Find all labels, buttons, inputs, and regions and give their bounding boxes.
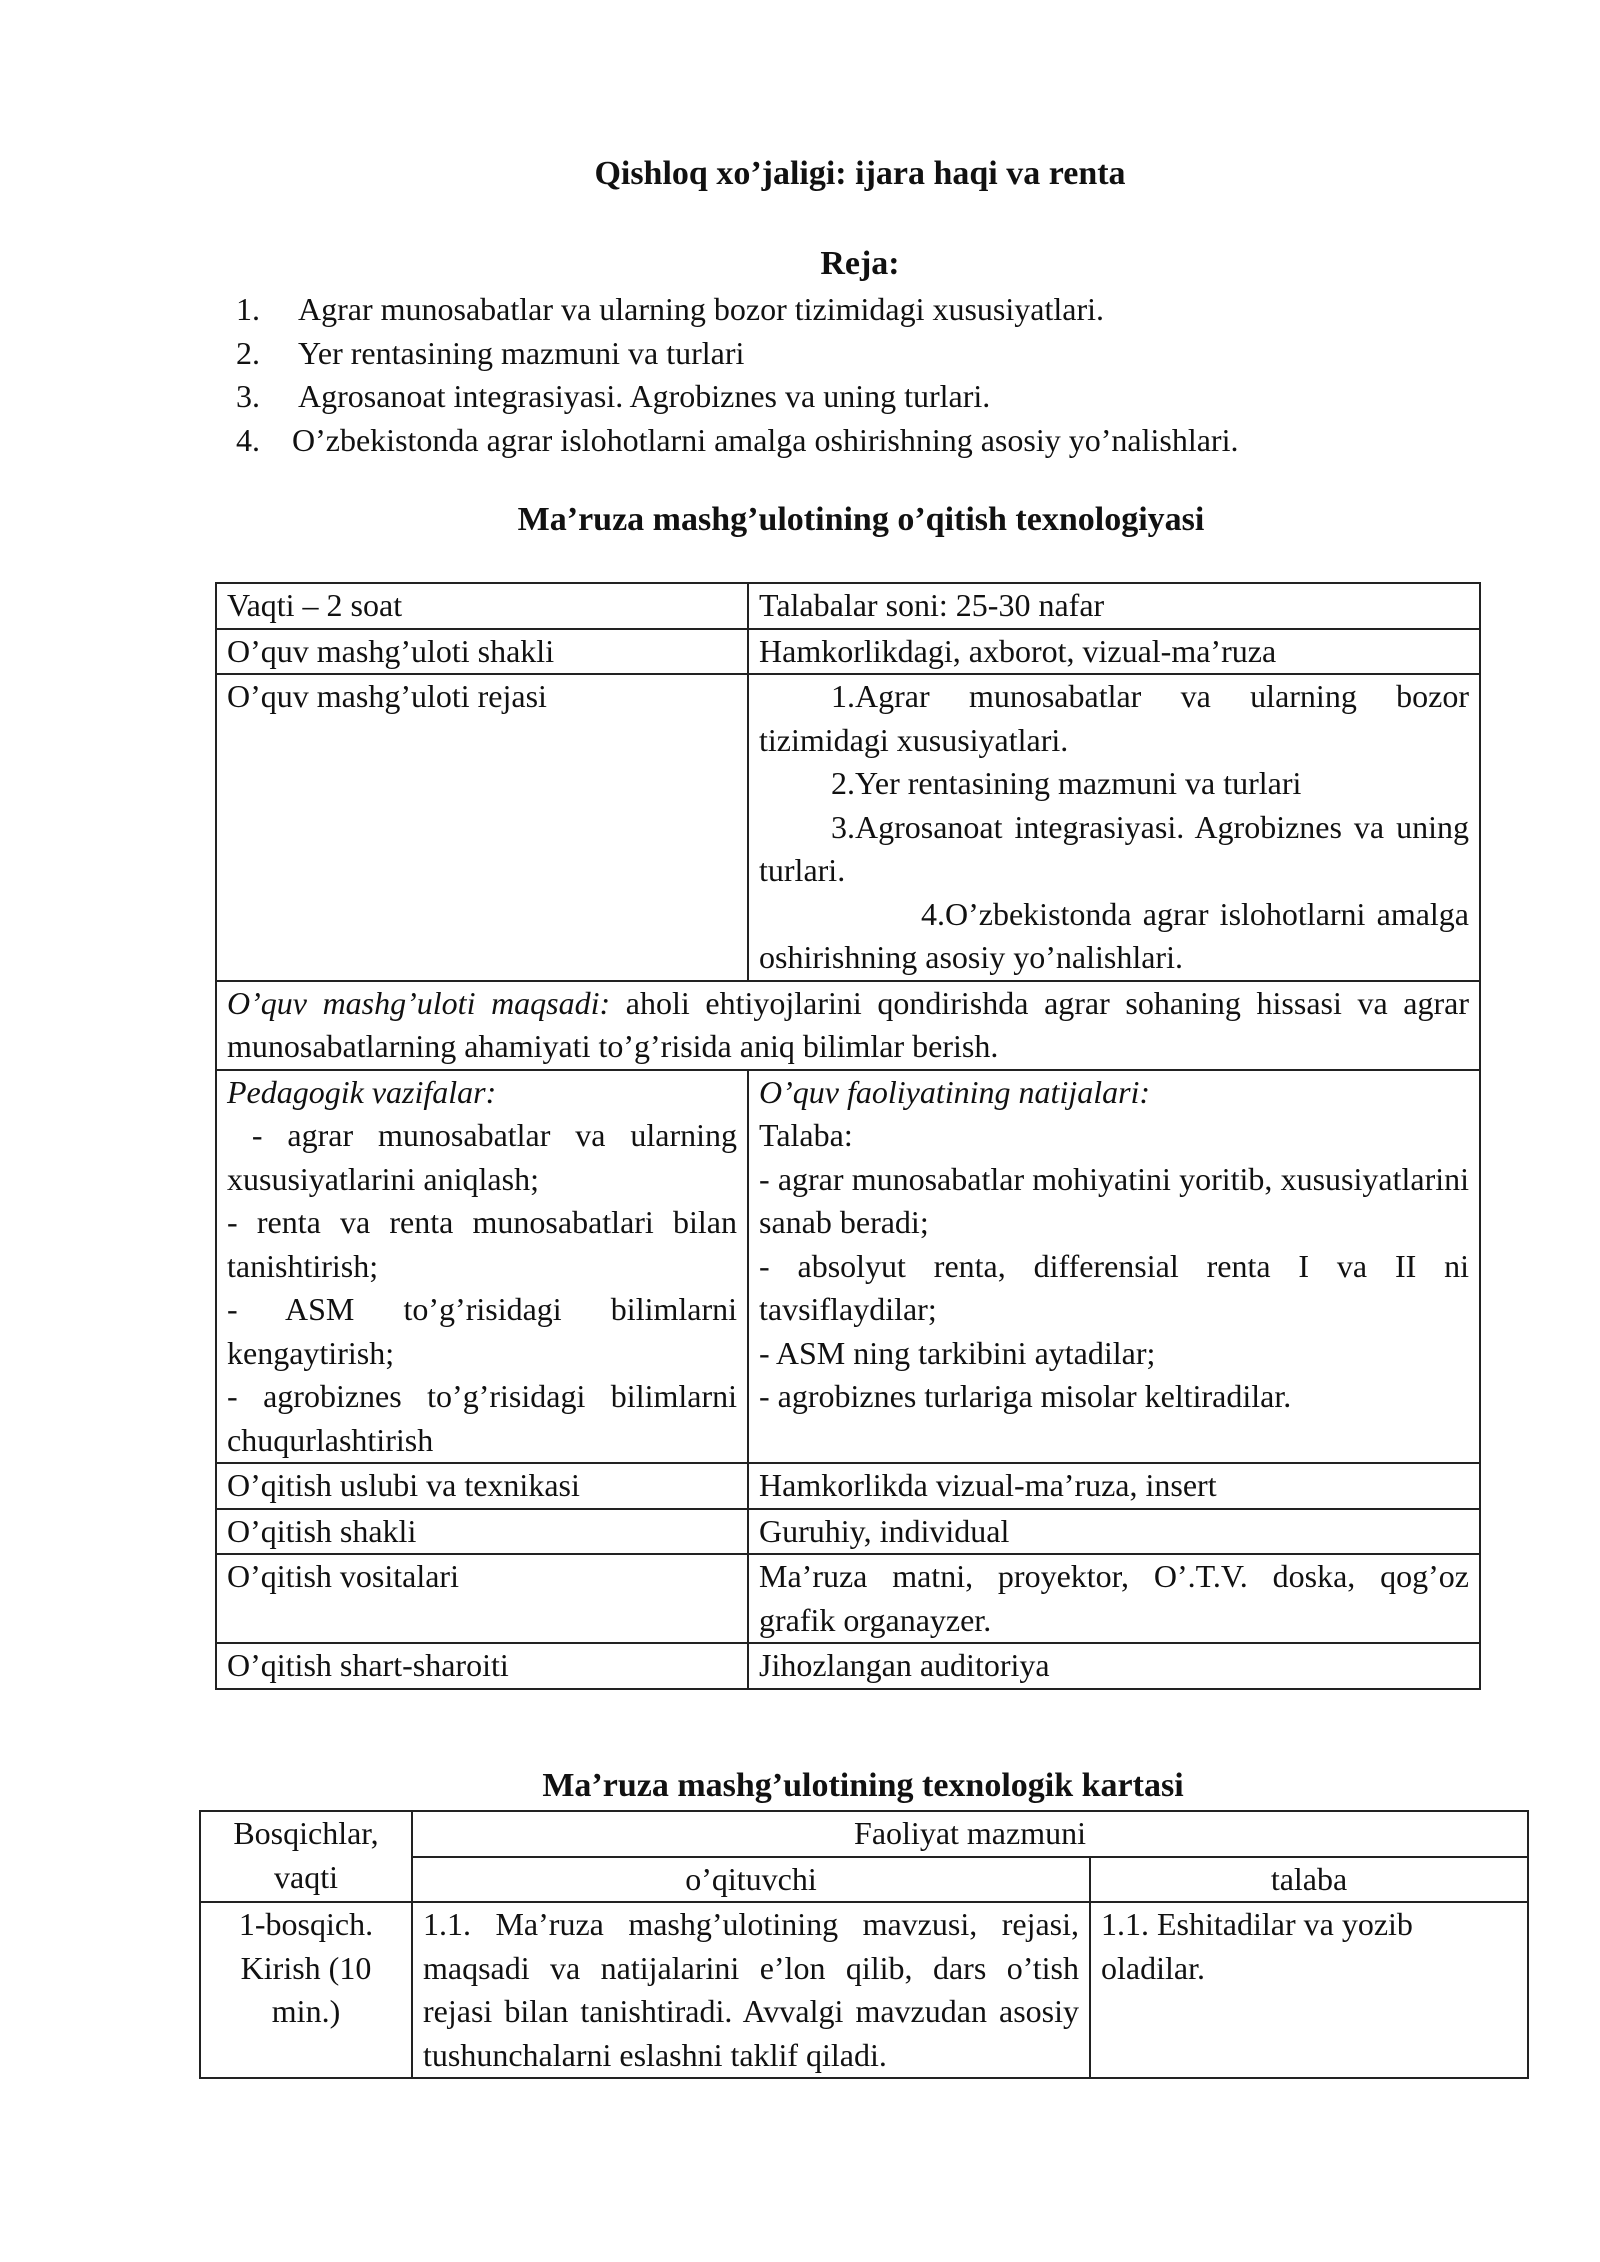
table-row — [216, 1509, 1480, 1555]
table-cell: O’qitish shakli — [216, 1509, 748, 1555]
plan-item-number: 1. — [236, 291, 260, 327]
table-cell: O’quv mashg’uloti rejasi — [216, 674, 748, 981]
learning-result: - agrobiznes turlariga misolar keltiradilar. — [759, 1378, 1292, 1414]
learning-results-label: O’quv faoliyatining natijalari: — [759, 1073, 1151, 1110]
technology-heading: Ma’ruza mashg’ulotining o’qitish texnologiyasi — [517, 501, 1205, 538]
teacher-activity-cell: 1.1. Ma’ruza mashg’ulotining mavzusi, rejasi, maqsadi va natijalarini e’lon qilib, dars o’tish rejasi bilan tanishtiradi. Avvalgi mavzudan asosiy tushunchalarni eslashni taklif qiladi. — [412, 1902, 1090, 2078]
table-cell: Vaqti – 2 soat — [216, 583, 748, 629]
plan-item-number: 3. — [236, 378, 260, 414]
table-row — [216, 674, 1480, 981]
pedagogical-tasks-label: Pedagogik vazifalar: — [227, 1073, 497, 1110]
pedagogical-task: - agrar munosabatlar va ularning xususiyatlarini aniqlash; — [227, 1117, 746, 1197]
table-row — [216, 1554, 1480, 1643]
table-cell: Talabalar soni: 25-30 nafar — [748, 583, 1480, 629]
plan-heading: Reja: — [820, 245, 900, 282]
pedagogical-tasks-cell — [216, 1070, 748, 1464]
lesson-plan-item: 2.Yer rentasining mazmuni va turlari — [831, 765, 1302, 801]
plan-item-text: Yer rentasining mazmuni va turlari — [298, 334, 745, 371]
plan-list — [236, 288, 1238, 462]
lesson-plan-cell — [748, 674, 1480, 981]
stage-cell: 1-bosqich. Kirish (10 min.) — [200, 1902, 412, 2078]
technological-map-heading: Ma’ruza mashg’ulotining texnologik kartasi — [542, 1767, 1184, 1804]
table-row — [216, 1070, 1480, 1464]
learning-result: - ASM ning tarkibini aytadilar; — [759, 1334, 1156, 1371]
document-title: Qishloq xo’jaligi: ijara haqi va renta — [594, 155, 1126, 192]
student-header: talaba — [1090, 1857, 1528, 1903]
table-row — [216, 1643, 1480, 1689]
table-row — [216, 1463, 1480, 1509]
pedagogical-task: - agrobiznes to’g’risidagi bilimlarni chuqurlashtirish — [227, 1378, 737, 1458]
plan-item — [236, 288, 1238, 332]
teacher-header: o’qituvchi — [412, 1857, 1090, 1903]
table-row — [200, 1811, 1528, 1857]
plan-item-number: 2. — [236, 334, 260, 371]
table-cell: O’qitish shart-sharoiti — [216, 1643, 748, 1689]
goal-text: aholi ehtiyojlarini qondirishda agrar sohaning hissasi va agrar munosabatlarning ahamiyati to’g’risida aniq bilimlar berish. — [227, 984, 1469, 1064]
table-row — [216, 583, 1480, 629]
plan-item — [236, 332, 1238, 376]
learning-result: - absolyut renta, differensial renta I va II ni tavsiflaydilar; — [759, 1247, 1469, 1327]
table-cell: Jihozlangan auditoriya — [748, 1643, 1480, 1689]
table-cell: Guruhiy, individual — [748, 1509, 1480, 1555]
table-cell: Ma’ruza matni, proyektor, O’.T.V. doska, qog’oz grafik organayzer. — [748, 1554, 1480, 1643]
plan-item-number: 4. — [236, 421, 260, 458]
goal-cell — [216, 981, 1480, 1070]
plan-item-text: Agrar munosabatlar va ularning bozor tizimidagi xususiyatlari. — [298, 291, 1104, 327]
plan-item — [236, 419, 1238, 463]
pedagogical-task: - renta va renta munosabatlari bilan tanishtirish; — [227, 1204, 737, 1284]
lesson-plan-item: 3.Agrosanoat integrasiyasi. Agrobiznes va uning turlari. — [759, 808, 1469, 888]
pedagogical-task: - ASM to’g’risidagi bilimlarni kengaytirish; — [227, 1291, 737, 1371]
table-cell: O’qitish uslubi va texnikasi — [216, 1463, 748, 1509]
table-row — [216, 981, 1480, 1070]
table-row — [200, 1902, 1528, 2078]
plan-item-text: Agrosanoat integrasiyasi. Agrobiznes va uning turlari. — [298, 378, 991, 414]
table-row — [216, 629, 1480, 675]
plan-item-text: O’zbekistonda agrar islohotlarni amalga oshirishning asosiy yo’nalishlari. — [292, 421, 1239, 458]
plan-item — [236, 375, 1238, 419]
student-activity-cell: 1.1. Eshitadilar va yozib oladilar. — [1090, 1902, 1528, 2078]
learning-result: - agrar munosabatlar mohiyatini yoritib, xususiyatlarini sanab beradi; — [759, 1160, 1469, 1240]
goal-label: O’quv mashg’uloti maqsadi: — [227, 984, 611, 1021]
technological-map-table — [199, 1810, 1529, 2079]
learning-results-sub: Talaba: — [759, 1117, 853, 1153]
lesson-plan-item: 1.Agrar munosabatlar va ularning bozor tizimidagi xususiyatlari. — [759, 678, 1469, 758]
lesson-plan-item: 4.O’zbekistonda agrar islohotlarni amalga oshirishning asosiy yo’nalishlari. — [759, 895, 1469, 975]
table-cell: Hamkorlikda vizual-ma’ruza, insert — [748, 1463, 1480, 1509]
technology-table — [215, 582, 1481, 1690]
table-cell: O’qitish vositalari — [216, 1554, 748, 1643]
learning-results-cell — [748, 1070, 1480, 1464]
table-cell: O’quv mashg’uloti shakli — [216, 629, 748, 675]
table-cell: Hamkorlikdagi, axborot, vizual-ma’ruza — [748, 629, 1480, 675]
stage-header: Bosqichlar, vaqti — [200, 1811, 412, 1902]
activity-content-header: Faoliyat mazmuni — [412, 1811, 1528, 1857]
